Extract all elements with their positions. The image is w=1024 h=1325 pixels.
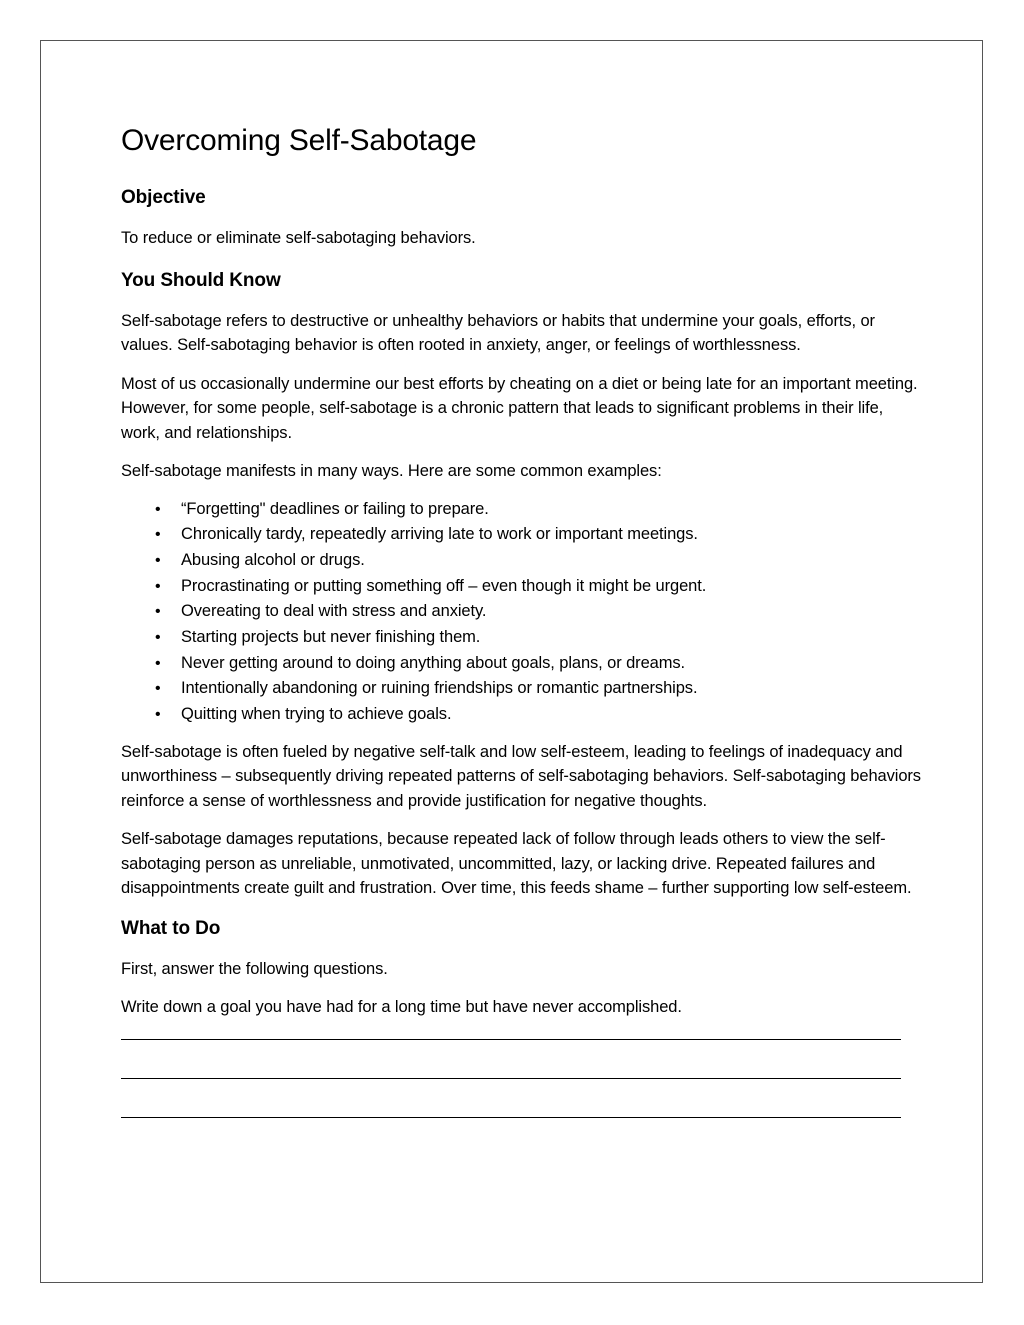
- list-item: [121, 497, 921, 523]
- objective-heading: Objective: [121, 187, 206, 208]
- paragraph: Most of us occasionally undermine our best efforts by cheating on a diet or being late for an important meeting. However, for some people, self-sabotage is a chronic pattern that leads to significant problems in their life, work, and relationships.: [121, 374, 918, 442]
- list-item-text: Intentionally abandoning or ruining friendships or romantic partnerships.: [181, 679, 698, 698]
- answer-line[interactable]: [121, 1116, 901, 1118]
- bullet-icon: •: [155, 500, 161, 518]
- list-item: [121, 676, 921, 702]
- list-item: [121, 522, 921, 548]
- list-item: [121, 625, 921, 651]
- you-should-know-heading: You Should Know: [121, 269, 281, 291]
- list-item-text: Abusing alcohol or drugs.: [181, 550, 365, 569]
- objective-text: To reduce or eliminate self-sabotaging behaviors.: [121, 229, 476, 247]
- bullet-icon: •: [155, 551, 161, 569]
- question-text: Write down a goal you have had for a long time but have never accomplished.: [121, 998, 682, 1017]
- bullet-icon: •: [155, 577, 161, 595]
- list-item: [121, 702, 921, 728]
- paragraph: Self-sabotage is often fueled by negative self-talk and low self-esteem, leading to feelings of inadequacy and unworthiness – subsequently driving repeated patterns of self-sabotaging behaviors. Self-sabotaging behaviors reinforce a sense of worthlessness and provide justification for negative thoughts.: [121, 742, 921, 810]
- what-to-do-heading: What to Do: [121, 917, 221, 939]
- page-title: Overcoming Self-Sabotage: [121, 124, 477, 157]
- paragraph: Self-sabotage refers to destructive or unhealthy behaviors or habits that undermine your goals, efforts, or values. Self-sabotaging behavior is often rooted in anxiety, anger, or feelings of worthlessness.: [121, 311, 875, 354]
- list-item-text: Never getting around to doing anything about goals, plans, or dreams.: [181, 653, 686, 672]
- examples-list: [121, 497, 921, 728]
- paragraph: Self-sabotage manifests in many ways. Here are some common examples:: [121, 462, 662, 480]
- bullet-icon: •: [155, 526, 161, 544]
- list-item-text: “Forgetting" deadlines or failing to prepare.: [181, 499, 489, 518]
- answer-line[interactable]: [121, 1077, 901, 1079]
- list-item-text: Starting projects but never finishing them.: [181, 628, 481, 647]
- instructions-text: First, answer the following questions.: [121, 959, 388, 978]
- bullet-icon: •: [155, 706, 161, 724]
- list-item: [121, 651, 921, 677]
- list-item-text: Quitting when trying to achieve goals.: [181, 705, 452, 724]
- paragraph: Self-sabotage damages reputations, because repeated lack of follow through leads others to view the self-sabotaging person as unreliable, unmotivated, uncommitted, lazy, or lacking drive. Repeated failures and disappointments create guilt and frustration. Over time, this feeds shame – further supporting low self-esteem.: [121, 830, 912, 898]
- bullet-icon: •: [155, 629, 161, 647]
- list-item: [121, 574, 921, 600]
- bullet-icon: •: [155, 603, 161, 621]
- list-item-text: Procrastinating or putting something off – even though it might be urgent.: [181, 576, 707, 595]
- list-item: [121, 599, 921, 625]
- document-body: [121, 118, 921, 1155]
- bullet-icon: •: [155, 680, 161, 698]
- list-item-text: Chronically tardy, repeatedly arriving late to work or important meetings.: [181, 525, 698, 544]
- answer-line[interactable]: [121, 1038, 901, 1040]
- bullet-icon: •: [155, 654, 161, 672]
- list-item: [121, 548, 921, 574]
- list-item-text: Overeating to deal with stress and anxiety.: [181, 602, 487, 621]
